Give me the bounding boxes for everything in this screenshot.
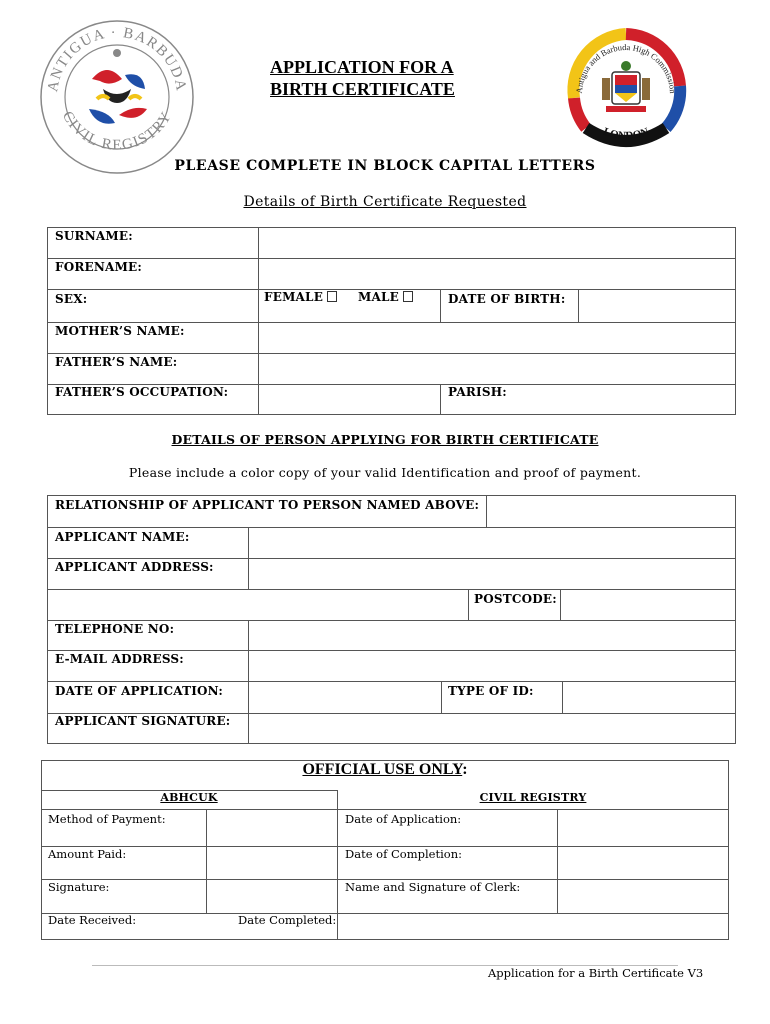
relationship-label: RELATIONSHIP OF APPLICANT TO PERSON NAMED ABOVE: bbox=[55, 498, 480, 512]
parish-label: PARISH: bbox=[448, 385, 507, 399]
applicant-address-field[interactable] bbox=[249, 559, 735, 589]
seal-bottom-text: CIVIL REGISTRY bbox=[58, 108, 176, 154]
signature-label: Signature: bbox=[48, 880, 110, 894]
applicant-name-field[interactable] bbox=[249, 528, 735, 558]
type-of-id-label: TYPE OF ID: bbox=[448, 684, 534, 698]
commission-text: Antigua and Barbuda High Commission bbox=[573, 41, 679, 94]
female-option[interactable] bbox=[264, 290, 337, 304]
applicant-address-label: APPLICANT ADDRESS: bbox=[55, 560, 214, 574]
mothers-name-label: MOTHER’S NAME: bbox=[55, 324, 185, 338]
amount-paid-field[interactable] bbox=[207, 847, 337, 879]
telephone-label: TELEPHONE NO: bbox=[55, 622, 175, 636]
method-of-payment-field[interactable] bbox=[207, 810, 337, 846]
type-of-id-field[interactable] bbox=[563, 682, 735, 713]
surname-field[interactable] bbox=[259, 228, 735, 258]
fathers-occupation-field[interactable] bbox=[259, 385, 440, 414]
surname-label: SURNAME: bbox=[55, 229, 133, 243]
cr-date-of-application-field[interactable] bbox=[558, 810, 728, 846]
mothers-name-field[interactable] bbox=[259, 323, 735, 353]
official-use-colon: : bbox=[462, 761, 468, 778]
applicant-signature-field[interactable] bbox=[249, 714, 735, 744]
abhcuk-heading: ABHCUK bbox=[160, 791, 218, 804]
section1-heading: Details of Birth Certificate Requested bbox=[243, 194, 527, 210]
female-checkbox[interactable] bbox=[327, 291, 337, 302]
high-commission-seal bbox=[562, 28, 690, 150]
applicant-name-label: APPLICANT NAME: bbox=[55, 530, 190, 544]
official-use-heading bbox=[0, 761, 770, 779]
postcode-field[interactable] bbox=[561, 590, 735, 620]
title-line-1: APPLICATION FOR A bbox=[270, 57, 454, 77]
official-use-title: OFFICIAL USE ONLY bbox=[302, 761, 463, 778]
sex-label: SEX: bbox=[55, 292, 88, 306]
applicant-signature-label: APPLICANT SIGNATURE: bbox=[55, 714, 231, 728]
male-checkbox[interactable] bbox=[403, 291, 413, 302]
forename-label: FORENAME: bbox=[55, 260, 143, 274]
civil-registry-seal-icon bbox=[37, 17, 197, 177]
section2-note: Please include a color copy of your valid Identification and proof of payment. bbox=[128, 465, 642, 480]
fathers-name-label: FATHER’S NAME: bbox=[55, 355, 178, 369]
page-title bbox=[270, 56, 455, 100]
female-label: FEMALE bbox=[264, 290, 324, 304]
date-of-application-label: DATE OF APPLICATION: bbox=[55, 684, 224, 698]
parish-field[interactable] bbox=[520, 385, 735, 414]
male-label: MALE bbox=[358, 290, 399, 304]
date-of-birth-label: DATE OF BIRTH: bbox=[448, 292, 566, 306]
date-of-birth-field[interactable] bbox=[579, 290, 735, 322]
signature-field[interactable] bbox=[207, 880, 337, 913]
cr-date-of-application-label: Date of Application: bbox=[345, 812, 462, 826]
relationship-field[interactable] bbox=[487, 496, 735, 527]
fathers-name-field[interactable] bbox=[259, 354, 735, 384]
date-received-label: Date Received: bbox=[48, 913, 137, 927]
fathers-occupation-label: FATHER’S OCCUPATION: bbox=[55, 385, 229, 399]
male-option[interactable] bbox=[358, 290, 413, 304]
footer-text: Application for a Birth Certificate V3 bbox=[488, 966, 704, 980]
london-text: LONDON bbox=[601, 125, 651, 143]
email-field[interactable] bbox=[249, 651, 735, 681]
civil-registry-heading: CIVIL REGISTRY bbox=[479, 791, 587, 804]
civil-registry-seal bbox=[37, 17, 197, 177]
high-commission-seal-icon bbox=[562, 28, 690, 150]
block-capitals-instruction: PLEASE COMPLETE IN BLOCK CAPITAL LETTERS bbox=[174, 158, 596, 174]
method-of-payment-label: Method of Payment: bbox=[48, 812, 166, 826]
email-label: E-MAIL ADDRESS: bbox=[55, 652, 184, 666]
date-completed-label: Date Completed: bbox=[238, 913, 337, 927]
telephone-field[interactable] bbox=[249, 621, 735, 650]
title-line-2: BIRTH CERTIFICATE bbox=[270, 79, 455, 99]
cr-clerk-label: Name and Signature of Clerk: bbox=[345, 880, 521, 894]
cr-clerk-field[interactable] bbox=[558, 880, 728, 913]
forename-field[interactable] bbox=[259, 259, 735, 289]
section2-heading: DETAILS OF PERSON APPLYING FOR BIRTH CERTIFICATE bbox=[171, 432, 599, 447]
cr-date-of-completion-field[interactable] bbox=[558, 847, 728, 879]
applicant-address-field-2[interactable] bbox=[48, 590, 468, 620]
seal-top-text: ANTIGUA · BARBUDA bbox=[45, 24, 189, 94]
amount-paid-label: Amount Paid: bbox=[48, 847, 127, 861]
date-of-application-field[interactable] bbox=[249, 682, 441, 713]
postcode-label: POSTCODE: bbox=[474, 592, 557, 606]
cr-date-of-completion-label: Date of Completion: bbox=[345, 847, 462, 861]
